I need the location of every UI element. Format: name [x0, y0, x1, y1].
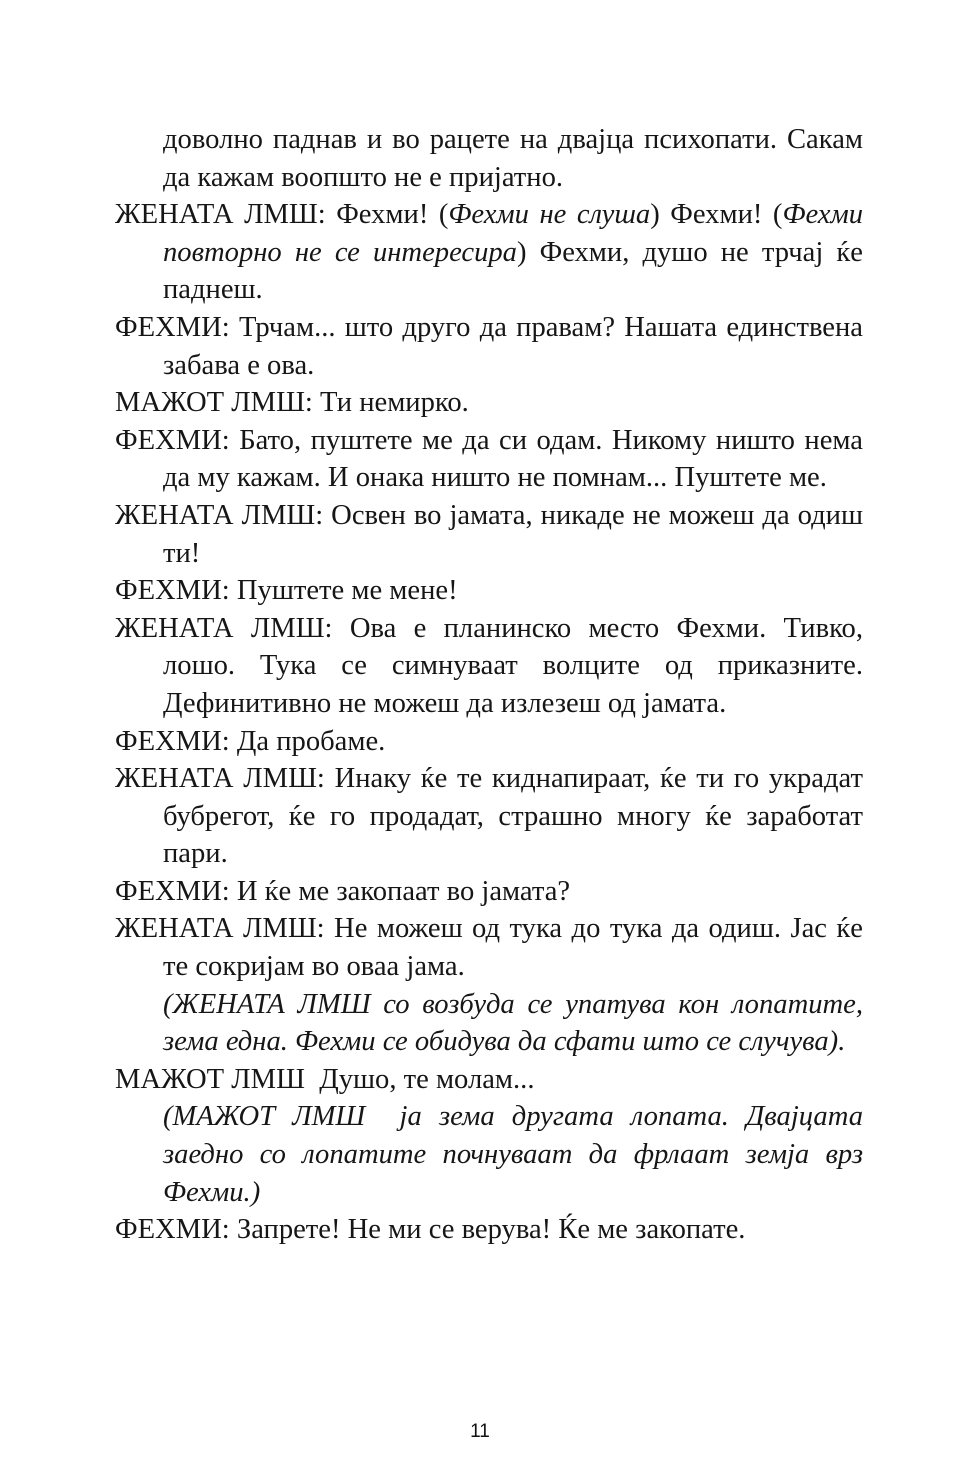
dialogue-line: ЖЕНАТА ЛМШ: Ова е планинско место Фехми. Тивко, лошо. Тука се симнуваат волците од приказните. Дефинитивно не можеш да излезеш од јамата.	[115, 612, 863, 719]
dialogue-line: ЖЕНАТА ЛМШ: Инаку ќе те киднапираат, ќе ти го украдат бубрегот, ќе го продадат, страшно многу ќе заработат пари.	[115, 763, 863, 870]
dialogue-text: ) Фехми, душо не трчај ќе паднеш.	[163, 236, 863, 306]
dialogue-line: МАЖОТ ЛМШ: Ти немирко.	[115, 387, 469, 419]
dialogue-line	[115, 196, 863, 309]
dialogue-line: ФЕХМИ: Запрете! Не ми се верува! Ќе ме закопате.	[115, 1214, 746, 1246]
page-number: 11	[470, 1421, 490, 1442]
paragraph-text: доволно паднав и во рацете на двајца психопати. Сакам да кажам воопшто не е пријатно.	[163, 124, 863, 193]
dialogue-text: ) Фехми! (	[650, 199, 783, 231]
text-paragraph	[115, 121, 863, 196]
stage-direction-inline: Фехми не слуша	[448, 199, 651, 231]
dialogue-line: ФЕХМИ: Пуштете ме мене!	[115, 575, 458, 607]
dialogue-line: ФЕХМИ: Да пробаме.	[115, 725, 386, 757]
dialogue-line: ФЕХМИ: И ќе ме закопаат во јамата?	[115, 875, 571, 907]
dialogue-line: ФЕХМИ: Трчам... што друго да правам? Нашата единствена забава е ова.	[115, 311, 863, 381]
stage-direction-inline: Фехми повторно не се интересира	[163, 199, 863, 268]
stage-direction: (ЖЕНАТА ЛМШ со возбуда се упатува кон лопатите, зема една. Фехми се обидува да сфати што се случува).	[163, 988, 863, 1058]
document-page	[115, 121, 871, 1249]
dialogue-line: ЖЕНАТА ЛМШ: Освен во јамата, никаде не можеш да одиш ти!	[115, 499, 863, 569]
dialogue-line: ФЕХМИ: Бато, пуштете ме да си одам. Никому ништо нема да му кажам. И онака ништо не помнам... Пуштете ме.	[115, 424, 863, 494]
dialogue-line: ЖЕНАТА ЛМШ: Не можеш од тука до тука да одиш. Јас ќе те сокријам во оваа јама.	[115, 913, 863, 983]
dialogue-line: МАЖОТ ЛМШ Душо, те молам...	[115, 1063, 535, 1095]
stage-direction: (МАЖОТ ЛМШ ја зема другата лопата. Двајцата заедно со лопатите почнуваат да фрлаат земја врз Фехми.)	[163, 1101, 871, 1208]
dialogue-text: ЖЕНАТА ЛМШ: Фехми! (	[115, 199, 449, 231]
